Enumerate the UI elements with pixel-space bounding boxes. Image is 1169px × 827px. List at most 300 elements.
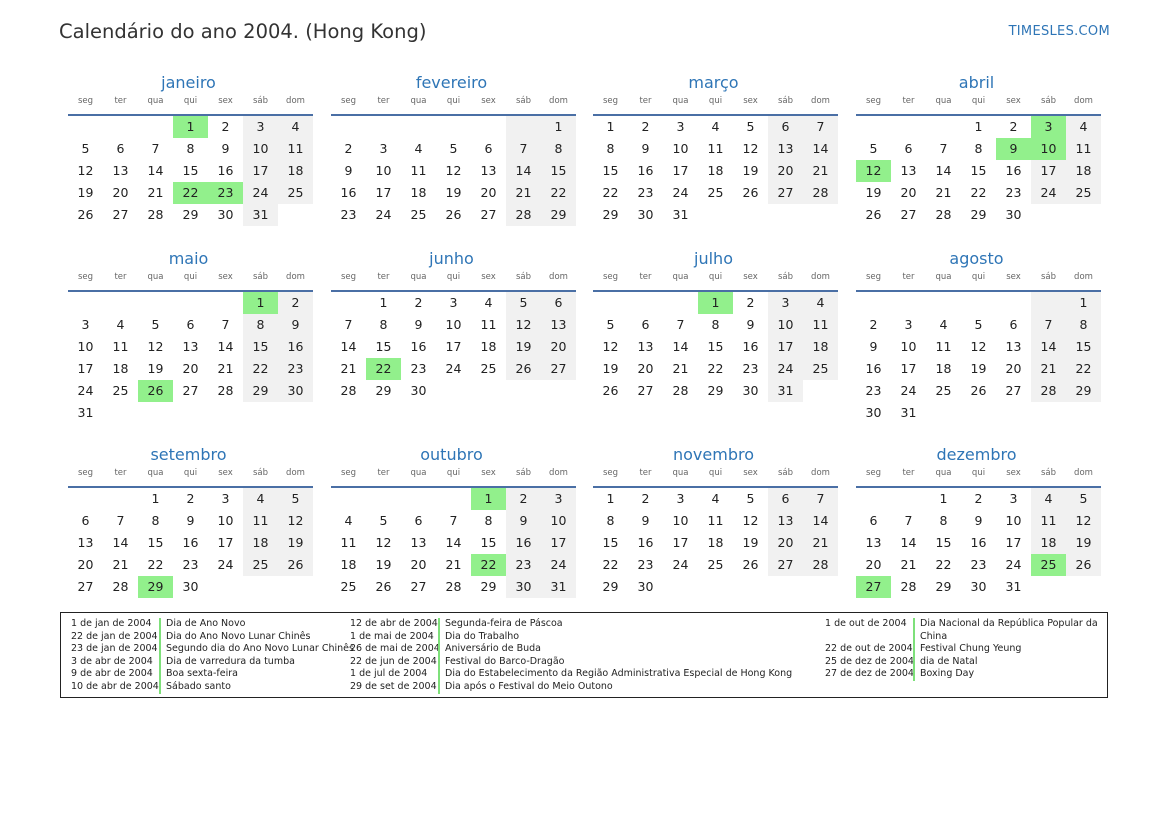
day-cell[interactable]: 2 — [221, 119, 230, 134]
day-cell[interactable]: 6 — [414, 513, 423, 528]
day-cell[interactable]: 14 — [217, 339, 234, 354]
day-cell[interactable]: 1 — [606, 491, 615, 506]
day-cell[interactable]: 10 — [541, 510, 576, 532]
day-cell[interactable]: 19 — [970, 361, 987, 376]
day-cell[interactable]: 6 — [641, 317, 650, 332]
day-cell[interactable]: 12 — [742, 513, 759, 528]
day-cell[interactable]: 2 — [506, 488, 541, 510]
day-cell[interactable]: 19 — [1066, 532, 1101, 554]
day-cell[interactable]: 11 — [935, 339, 952, 354]
day-cell[interactable]: 13 — [77, 535, 94, 550]
day-cell[interactable]: 17 — [672, 163, 689, 178]
day-cell[interactable]: 11 — [243, 510, 278, 532]
day-cell[interactable]: 29 — [541, 204, 576, 226]
day-cell[interactable]: 4 — [939, 317, 948, 332]
day-cell[interactable]: 28 — [340, 383, 357, 398]
day-cell[interactable]: 2 — [414, 295, 423, 310]
day-cell[interactable]: 24 — [541, 554, 576, 576]
day-cell[interactable]: 4 — [278, 116, 313, 138]
day-cell[interactable]: 13 — [865, 535, 882, 550]
day-cell[interactable]: 21 — [506, 182, 541, 204]
day-cell[interactable]: 2 — [974, 491, 983, 506]
day-cell[interactable]: 16 — [506, 532, 541, 554]
day-cell[interactable]: 3 — [379, 141, 388, 156]
day-cell[interactable]: 19 — [77, 185, 94, 200]
day-cell[interactable]: 18 — [935, 361, 952, 376]
day-cell[interactable]: 3 — [676, 119, 685, 134]
day-cell[interactable]: 4 — [116, 317, 125, 332]
day-cell[interactable]: 20 — [541, 336, 576, 358]
day-cell[interactable]: 15 — [935, 535, 952, 550]
day-cell[interactable]: 26 — [742, 185, 759, 200]
day-cell[interactable]: 13 — [410, 535, 427, 550]
day-cell[interactable]: 21 — [672, 361, 689, 376]
day-cell[interactable]: 20 — [182, 361, 199, 376]
day-cell[interactable]: 18 — [707, 163, 724, 178]
day-cell[interactable]: 31 — [1005, 579, 1022, 594]
day-cell[interactable]: 6 — [1009, 317, 1018, 332]
day-cell[interactable]: 8 — [186, 141, 195, 156]
day-cell[interactable]: 13 — [182, 339, 199, 354]
day-cell[interactable]: 11 — [803, 314, 838, 336]
day-cell[interactable]: 29 — [375, 383, 392, 398]
day-cell[interactable]: 17 — [900, 361, 917, 376]
day-cell[interactable]: 23 — [637, 185, 654, 200]
day-cell[interactable]: 24 — [375, 207, 392, 222]
day-cell[interactable]: 3 — [1031, 116, 1066, 138]
day-cell[interactable]: 7 — [939, 141, 948, 156]
day-cell[interactable]: 28 — [803, 554, 838, 576]
day-cell[interactable]: 4 — [711, 119, 720, 134]
day-cell[interactable]: 12 — [602, 339, 619, 354]
day-cell[interactable]: 3 — [243, 116, 278, 138]
day-cell[interactable]: 17 — [217, 535, 234, 550]
day-cell[interactable]: 29 — [1066, 380, 1101, 402]
day-cell[interactable]: 9 — [996, 138, 1031, 160]
day-cell[interactable]: 21 — [803, 532, 838, 554]
day-cell[interactable]: 22 — [541, 182, 576, 204]
day-cell[interactable]: 14 — [672, 339, 689, 354]
day-cell[interactable]: 16 — [410, 339, 427, 354]
day-cell[interactable]: 25 — [935, 383, 952, 398]
day-cell[interactable]: 28 — [935, 207, 952, 222]
day-cell[interactable]: 8 — [606, 513, 615, 528]
day-cell[interactable]: 4 — [243, 488, 278, 510]
day-cell[interactable]: 15 — [602, 163, 619, 178]
day-cell[interactable]: 30 — [742, 383, 759, 398]
day-cell[interactable]: 10 — [1031, 138, 1066, 160]
day-cell[interactable]: 28 — [1031, 380, 1066, 402]
day-cell[interactable]: 19 — [375, 557, 392, 572]
day-cell[interactable]: 16 — [217, 163, 234, 178]
day-cell[interactable]: 9 — [746, 317, 755, 332]
day-cell[interactable]: 30 — [637, 579, 654, 594]
day-cell[interactable]: 14 — [803, 138, 838, 160]
day-cell[interactable]: 20 — [637, 361, 654, 376]
day-cell[interactable]: 12 — [506, 314, 541, 336]
day-cell[interactable]: 26 — [445, 207, 462, 222]
day-cell[interactable]: 4 — [1031, 488, 1066, 510]
day-cell[interactable]: 11 — [340, 535, 357, 550]
day-cell[interactable]: 7 — [676, 317, 685, 332]
day-cell[interactable]: 31 — [768, 380, 803, 402]
day-cell[interactable]: 26 — [970, 383, 987, 398]
day-cell[interactable]: 26 — [375, 579, 392, 594]
day-cell[interactable]: 5 — [278, 488, 313, 510]
day-cell[interactable]: 1 — [151, 491, 160, 506]
day-cell[interactable]: 30 — [182, 579, 199, 594]
day-cell[interactable]: 25 — [112, 383, 129, 398]
day-cell[interactable]: 20 — [410, 557, 427, 572]
day-cell[interactable]: 6 — [116, 141, 125, 156]
day-cell[interactable]: 27 — [480, 207, 497, 222]
day-cell[interactable]: 20 — [1005, 361, 1022, 376]
day-cell[interactable]: 1 — [974, 119, 983, 134]
day-cell[interactable]: 23 — [865, 383, 882, 398]
day-cell[interactable]: 15 — [707, 339, 724, 354]
day-cell[interactable]: 19 — [278, 532, 313, 554]
day-cell[interactable]: 22 — [147, 557, 164, 572]
day-cell[interactable]: 6 — [81, 513, 90, 528]
day-cell[interactable]: 3 — [768, 292, 803, 314]
day-cell[interactable]: 7 — [449, 513, 458, 528]
day-cell[interactable]: 2 — [641, 119, 650, 134]
day-cell[interactable]: 14 — [900, 535, 917, 550]
day-cell[interactable]: 25 — [278, 182, 313, 204]
day-cell[interactable]: 15 — [541, 160, 576, 182]
day-cell[interactable]: 5 — [449, 141, 458, 156]
day-cell[interactable]: 30 — [1005, 207, 1022, 222]
day-cell[interactable]: 22 — [707, 361, 724, 376]
day-cell[interactable]: 17 — [243, 160, 278, 182]
day-cell[interactable]: 29 — [182, 207, 199, 222]
day-cell[interactable]: 26 — [1066, 554, 1101, 576]
day-cell[interactable]: 22 — [602, 185, 619, 200]
day-cell[interactable]: 11 — [707, 141, 724, 156]
day-cell[interactable]: 4 — [711, 491, 720, 506]
day-cell[interactable]: 31 — [541, 576, 576, 598]
day-cell[interactable]: 9 — [641, 513, 650, 528]
day-cell[interactable]: 9 — [641, 141, 650, 156]
day-cell[interactable]: 2 — [344, 141, 353, 156]
day-cell[interactable]: 12 — [856, 160, 891, 182]
day-cell[interactable]: 30 — [217, 207, 234, 222]
day-cell[interactable]: 1 — [379, 295, 388, 310]
day-cell[interactable]: 28 — [803, 182, 838, 204]
day-cell[interactable]: 13 — [1005, 339, 1022, 354]
day-cell[interactable]: 11 — [1031, 510, 1066, 532]
day-cell[interactable]: 2 — [186, 491, 195, 506]
day-cell[interactable]: 14 — [112, 535, 129, 550]
day-cell[interactable]: 26 — [865, 207, 882, 222]
day-cell[interactable]: 29 — [480, 579, 497, 594]
day-cell[interactable]: 6 — [768, 116, 803, 138]
day-cell[interactable]: 5 — [81, 141, 90, 156]
day-cell[interactable]: 10 — [217, 513, 234, 528]
day-cell[interactable]: 29 — [602, 207, 619, 222]
day-cell[interactable]: 10 — [445, 317, 462, 332]
day-cell[interactable]: 5 — [746, 119, 755, 134]
day-cell[interactable]: 22 — [366, 358, 401, 380]
day-cell[interactable]: 20 — [768, 532, 803, 554]
day-cell[interactable]: 24 — [768, 358, 803, 380]
brand-link[interactable]: TIMESLES.COM — [1008, 24, 1110, 39]
day-cell[interactable]: 24 — [672, 557, 689, 572]
day-cell[interactable]: 18 — [1031, 532, 1066, 554]
day-cell[interactable]: 27 — [768, 554, 803, 576]
day-cell[interactable]: 7 — [344, 317, 353, 332]
day-cell[interactable]: 11 — [410, 163, 427, 178]
day-cell[interactable]: 4 — [484, 295, 493, 310]
day-cell[interactable]: 13 — [637, 339, 654, 354]
day-cell[interactable]: 10 — [243, 138, 278, 160]
day-cell[interactable]: 25 — [707, 185, 724, 200]
day-cell[interactable]: 4 — [1066, 116, 1101, 138]
day-cell[interactable]: 7 — [803, 116, 838, 138]
day-cell[interactable]: 16 — [1005, 163, 1022, 178]
day-cell[interactable]: 3 — [221, 491, 230, 506]
day-cell[interactable]: 10 — [672, 513, 689, 528]
day-cell[interactable]: 20 — [768, 160, 803, 182]
day-cell[interactable]: 25 — [803, 358, 838, 380]
day-cell[interactable]: 25 — [340, 579, 357, 594]
day-cell[interactable]: 31 — [672, 207, 689, 222]
day-cell[interactable]: 3 — [904, 317, 913, 332]
day-cell[interactable]: 22 — [471, 554, 506, 576]
day-cell[interactable]: 8 — [606, 141, 615, 156]
day-cell[interactable]: 9 — [344, 163, 353, 178]
day-cell[interactable]: 12 — [1066, 510, 1101, 532]
day-cell[interactable]: 2 — [1009, 119, 1018, 134]
day-cell[interactable]: 23 — [970, 557, 987, 572]
day-cell[interactable]: 24 — [217, 557, 234, 572]
day-cell[interactable]: 23 — [506, 554, 541, 576]
day-cell[interactable]: 28 — [506, 204, 541, 226]
day-cell[interactable]: 14 — [803, 510, 838, 532]
day-cell[interactable]: 25 — [480, 361, 497, 376]
day-cell[interactable]: 15 — [375, 339, 392, 354]
day-cell[interactable]: 15 — [182, 163, 199, 178]
day-cell[interactable]: 3 — [676, 491, 685, 506]
day-cell[interactable]: 16 — [278, 336, 313, 358]
day-cell[interactable]: 14 — [935, 163, 952, 178]
day-cell[interactable]: 6 — [768, 488, 803, 510]
day-cell[interactable]: 13 — [480, 163, 497, 178]
day-cell[interactable]: 18 — [1066, 160, 1101, 182]
day-cell[interactable]: 9 — [186, 513, 195, 528]
day-cell[interactable]: 15 — [602, 535, 619, 550]
day-cell[interactable]: 10 — [375, 163, 392, 178]
day-cell[interactable]: 11 — [480, 317, 497, 332]
day-cell[interactable]: 13 — [900, 163, 917, 178]
day-cell[interactable]: 6 — [484, 141, 493, 156]
day-cell[interactable]: 21 — [147, 185, 164, 200]
day-cell[interactable]: 11 — [278, 138, 313, 160]
day-cell[interactable]: 24 — [243, 182, 278, 204]
day-cell[interactable]: 13 — [112, 163, 129, 178]
day-cell[interactable]: 19 — [445, 185, 462, 200]
day-cell[interactable]: 2 — [746, 295, 755, 310]
day-cell[interactable]: 16 — [865, 361, 882, 376]
day-cell[interactable]: 23 — [410, 361, 427, 376]
day-cell[interactable]: 19 — [742, 163, 759, 178]
day-cell[interactable]: 20 — [900, 185, 917, 200]
day-cell[interactable]: 20 — [77, 557, 94, 572]
day-cell[interactable]: 7 — [151, 141, 160, 156]
day-cell[interactable]: 18 — [803, 336, 838, 358]
day-cell[interactable]: 22 — [970, 185, 987, 200]
day-cell[interactable]: 9 — [221, 141, 230, 156]
day-cell[interactable]: 15 — [147, 535, 164, 550]
day-cell[interactable]: 29 — [707, 383, 724, 398]
day-cell[interactable]: 14 — [1031, 336, 1066, 358]
day-cell[interactable]: 31 — [243, 204, 278, 226]
day-cell[interactable]: 5 — [506, 292, 541, 314]
day-cell[interactable]: 20 — [112, 185, 129, 200]
day-cell[interactable]: 27 — [182, 383, 199, 398]
day-cell[interactable]: 29 — [602, 579, 619, 594]
day-cell[interactable]: 30 — [278, 380, 313, 402]
day-cell[interactable]: 21 — [1031, 358, 1066, 380]
day-cell[interactable]: 28 — [900, 579, 917, 594]
day-cell[interactable]: 2 — [641, 491, 650, 506]
day-cell[interactable]: 8 — [974, 141, 983, 156]
day-cell[interactable]: 1 — [471, 488, 506, 510]
day-cell[interactable]: 17 — [672, 535, 689, 550]
day-cell[interactable]: 9 — [506, 510, 541, 532]
day-cell[interactable]: 26 — [506, 358, 541, 380]
day-cell[interactable]: 18 — [278, 160, 313, 182]
day-cell[interactable]: 21 — [803, 160, 838, 182]
day-cell[interactable]: 8 — [243, 314, 278, 336]
day-cell[interactable]: 12 — [147, 339, 164, 354]
day-cell[interactable]: 27 — [637, 383, 654, 398]
day-cell[interactable]: 17 — [1005, 535, 1022, 550]
day-cell[interactable]: 26 — [602, 383, 619, 398]
day-cell[interactable]: 21 — [935, 185, 952, 200]
day-cell[interactable]: 31 — [77, 405, 94, 420]
day-cell[interactable]: 26 — [742, 557, 759, 572]
day-cell[interactable]: 16 — [970, 535, 987, 550]
day-cell[interactable]: 20 — [865, 557, 882, 572]
day-cell[interactable]: 8 — [484, 513, 493, 528]
day-cell[interactable]: 7 — [116, 513, 125, 528]
day-cell[interactable]: 12 — [445, 163, 462, 178]
day-cell[interactable]: 3 — [449, 295, 458, 310]
day-cell[interactable]: 10 — [672, 141, 689, 156]
day-cell[interactable]: 1 — [698, 292, 733, 314]
day-cell[interactable]: 2 — [869, 317, 878, 332]
day-cell[interactable]: 19 — [602, 361, 619, 376]
day-cell[interactable]: 15 — [243, 336, 278, 358]
day-cell[interactable]: 23 — [278, 358, 313, 380]
day-cell[interactable]: 1 — [173, 116, 208, 138]
day-cell[interactable]: 28 — [217, 383, 234, 398]
day-cell[interactable]: 19 — [742, 535, 759, 550]
day-cell[interactable]: 13 — [541, 314, 576, 336]
day-cell[interactable]: 1 — [606, 119, 615, 134]
day-cell[interactable]: 24 — [445, 361, 462, 376]
day-cell[interactable]: 27 — [768, 182, 803, 204]
day-cell[interactable]: 5 — [974, 317, 983, 332]
day-cell[interactable]: 1 — [939, 491, 948, 506]
day-cell[interactable]: 8 — [151, 513, 160, 528]
day-cell[interactable]: 28 — [672, 383, 689, 398]
day-cell[interactable]: 28 — [112, 579, 129, 594]
day-cell[interactable]: 24 — [77, 383, 94, 398]
day-cell[interactable]: 9 — [974, 513, 983, 528]
day-cell[interactable]: 22 — [173, 182, 208, 204]
day-cell[interactable]: 30 — [865, 405, 882, 420]
day-cell[interactable]: 27 — [410, 579, 427, 594]
day-cell[interactable]: 12 — [375, 535, 392, 550]
day-cell[interactable]: 17 — [768, 336, 803, 358]
day-cell[interactable]: 27 — [1005, 383, 1022, 398]
day-cell[interactable]: 17 — [541, 532, 576, 554]
day-cell[interactable]: 18 — [243, 532, 278, 554]
day-cell[interactable]: 29 — [138, 576, 173, 598]
day-cell[interactable]: 27 — [541, 358, 576, 380]
day-cell[interactable]: 5 — [746, 491, 755, 506]
day-cell[interactable]: 3 — [81, 317, 90, 332]
day-cell[interactable]: 8 — [939, 513, 948, 528]
day-cell[interactable]: 1 — [541, 116, 576, 138]
day-cell[interactable]: 21 — [445, 557, 462, 572]
day-cell[interactable]: 10 — [1005, 513, 1022, 528]
day-cell[interactable]: 28 — [147, 207, 164, 222]
day-cell[interactable]: 7 — [506, 138, 541, 160]
day-cell[interactable]: 29 — [243, 380, 278, 402]
day-cell[interactable]: 18 — [112, 361, 129, 376]
day-cell[interactable]: 12 — [278, 510, 313, 532]
day-cell[interactable]: 17 — [445, 339, 462, 354]
day-cell[interactable]: 5 — [379, 513, 388, 528]
day-cell[interactable]: 3 — [1009, 491, 1018, 506]
day-cell[interactable]: 19 — [506, 336, 541, 358]
day-cell[interactable]: 10 — [900, 339, 917, 354]
day-cell[interactable]: 27 — [77, 579, 94, 594]
day-cell[interactable]: 5 — [606, 317, 615, 332]
day-cell[interactable]: 24 — [900, 383, 917, 398]
day-cell[interactable]: 27 — [112, 207, 129, 222]
day-cell[interactable]: 25 — [707, 557, 724, 572]
day-cell[interactable]: 4 — [344, 513, 353, 528]
day-cell[interactable]: 1 — [1066, 292, 1101, 314]
day-cell[interactable]: 8 — [541, 138, 576, 160]
day-cell[interactable]: 19 — [865, 185, 882, 200]
day-cell[interactable]: 4 — [803, 292, 838, 314]
day-cell[interactable]: 26 — [77, 207, 94, 222]
day-cell[interactable]: 30 — [637, 207, 654, 222]
day-cell[interactable]: 24 — [1005, 557, 1022, 572]
day-cell[interactable]: 12 — [970, 339, 987, 354]
day-cell[interactable]: 2 — [278, 292, 313, 314]
day-cell[interactable]: 27 — [856, 576, 891, 598]
day-cell[interactable]: 9 — [414, 317, 423, 332]
day-cell[interactable]: 1 — [243, 292, 278, 314]
day-cell[interactable]: 27 — [900, 207, 917, 222]
day-cell[interactable]: 12 — [742, 141, 759, 156]
day-cell[interactable]: 18 — [480, 339, 497, 354]
day-cell[interactable]: 7 — [803, 488, 838, 510]
day-cell[interactable]: 12 — [77, 163, 94, 178]
day-cell[interactable]: 7 — [221, 317, 230, 332]
day-cell[interactable]: 26 — [138, 380, 173, 402]
day-cell[interactable]: 6 — [541, 292, 576, 314]
day-cell[interactable]: 23 — [208, 182, 243, 204]
day-cell[interactable]: 16 — [742, 339, 759, 354]
day-cell[interactable]: 30 — [506, 576, 541, 598]
